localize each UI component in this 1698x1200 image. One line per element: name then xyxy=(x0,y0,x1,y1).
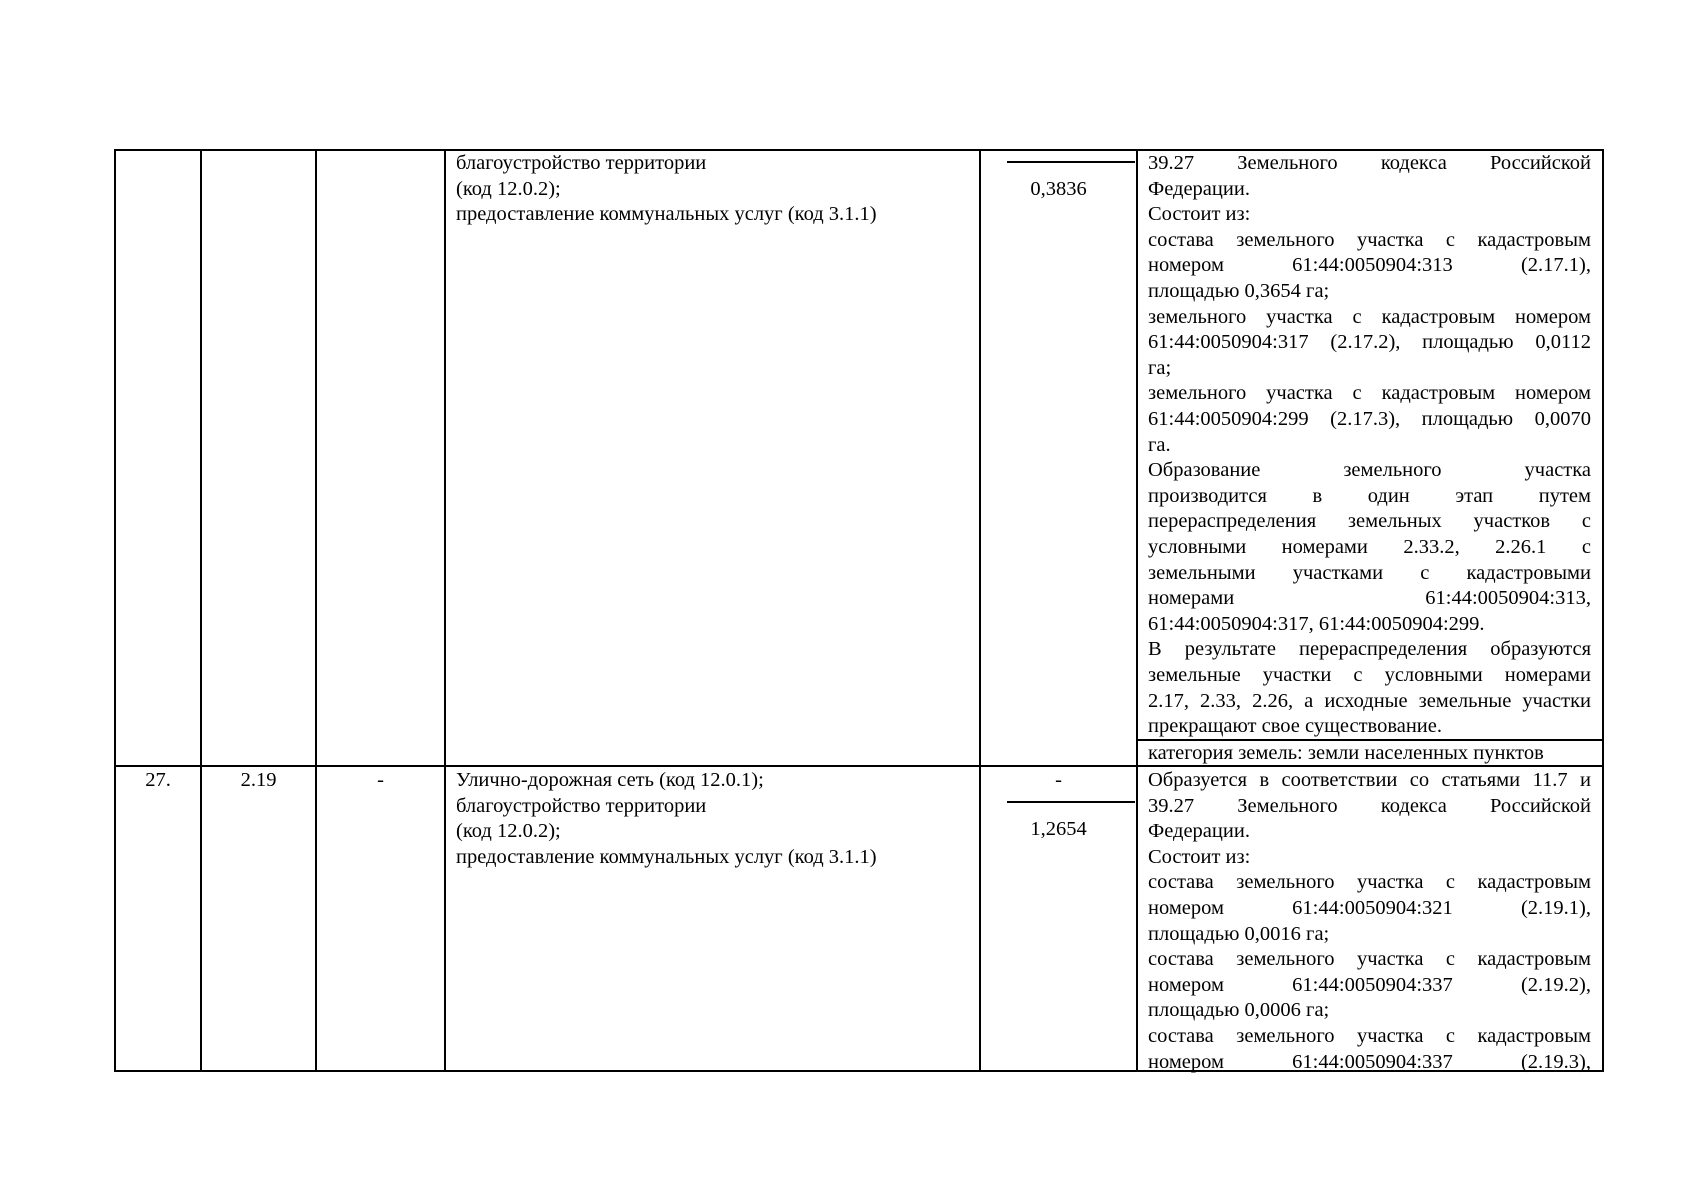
description-line: В результате перераспределения образуются xyxy=(1148,638,1591,661)
description-line: га. xyxy=(1148,433,1171,456)
description-line: 61:44:0050904:317, 61:44:0050904:299. xyxy=(1148,612,1485,635)
use-type xyxy=(456,768,877,870)
empty-marker: - xyxy=(377,769,384,791)
description-line: состава земельного участка с кадастровым xyxy=(1148,1025,1591,1047)
description-line: Федерации. xyxy=(1148,820,1250,843)
description-line: 39.27 Земельного кодекса Российской xyxy=(1148,152,1591,174)
description-line: номером 61:44:0050904:337 (2.19.2), xyxy=(1148,973,1591,996)
use-type-line: (код 12.0.2); xyxy=(456,820,561,843)
use-type-line: благоустройство территории xyxy=(456,152,707,174)
description-line: земельного участка с кадастровым номером xyxy=(1148,382,1591,405)
area-divider xyxy=(1007,161,1135,163)
description-line: Состоит из: xyxy=(1148,845,1251,868)
description-line: состава земельного участка с кадастровым xyxy=(1148,871,1591,894)
description-line: Образование земельного участка xyxy=(1148,459,1591,482)
land-category: категория земель: земли населенных пунктов xyxy=(1148,742,1544,764)
description-line: номером 61:44:0050904:313 (2.17.1), xyxy=(1148,254,1591,277)
description-line: земельные участки с условными номерами xyxy=(1148,664,1591,686)
row-number: 27. xyxy=(145,769,171,791)
column-divider xyxy=(1136,151,1138,1070)
description-line: прекращают свое существование. xyxy=(1148,715,1442,738)
description-line: состава земельного участка с кадастровым xyxy=(1148,948,1591,971)
column-divider xyxy=(315,151,317,1070)
use-type-line: предоставление коммунальных услуг (код 3.1.1) xyxy=(456,845,877,868)
area-value: 1,2654 xyxy=(1030,818,1087,840)
description-line: га; xyxy=(1148,356,1172,379)
description-line: условными номерами 2.33.2, 2.26.1 с xyxy=(1148,536,1591,558)
area-value: 0,3836 xyxy=(1030,178,1087,200)
column-divider xyxy=(444,151,446,1070)
description-line: Образуется в соответствии со статьями 11.7 и xyxy=(1148,769,1591,791)
land-plot-table xyxy=(114,149,1604,1072)
area-divider xyxy=(1007,801,1135,803)
description-line: земельного участка с кадастровым номером xyxy=(1148,305,1591,328)
description-line: номером 61:44:0050904:321 (2.19.1), xyxy=(1148,897,1591,919)
description-line: перераспределения земельных участков с xyxy=(1148,510,1591,533)
description-line: номером 61:44:0050904:337 (2.19.3), xyxy=(1148,1050,1591,1073)
use-type-line: предоставление коммунальных услуг (код 3.1.1) xyxy=(456,203,877,226)
plot-code: 2.19 xyxy=(240,769,277,791)
description-line: 61:44:0050904:317 (2.17.2), площадью 0,0112 xyxy=(1148,331,1591,354)
description-line: состава земельного участка с кадастровым xyxy=(1148,228,1591,251)
area-top-value: - xyxy=(1055,769,1062,791)
use-type-line: благоустройство территории xyxy=(456,794,707,817)
description-line: Федерации. xyxy=(1148,177,1250,200)
description-line: площадью 0,3654 га; xyxy=(1148,280,1330,302)
description-line: 39.27 Земельного кодекса Российской xyxy=(1148,794,1591,817)
use-type-line: (код 12.0.2); xyxy=(456,177,561,200)
use-type-continued xyxy=(456,151,877,228)
description-line: площадью 0,0006 га; xyxy=(1148,999,1330,1022)
description-line: Состоит из: xyxy=(1148,203,1251,226)
description-line: земельными участками с кадастровыми xyxy=(1148,561,1591,584)
column-divider xyxy=(979,151,981,1070)
description-line: площадью 0,0016 га; xyxy=(1148,922,1330,945)
description-line: 61:44:0050904:299 (2.17.3), площадью 0,0070 xyxy=(1148,408,1591,430)
description-line: 2.17, 2.33, 2.26, а исходные земельные участки xyxy=(1148,689,1591,712)
description-line: номерами 61:44:0050904:313, xyxy=(1148,587,1591,610)
use-type-line: Улично-дорожная сеть (код 12.0.1); xyxy=(456,769,764,791)
column-divider xyxy=(200,151,202,1070)
description-line: производится в один этап путем xyxy=(1148,484,1591,507)
